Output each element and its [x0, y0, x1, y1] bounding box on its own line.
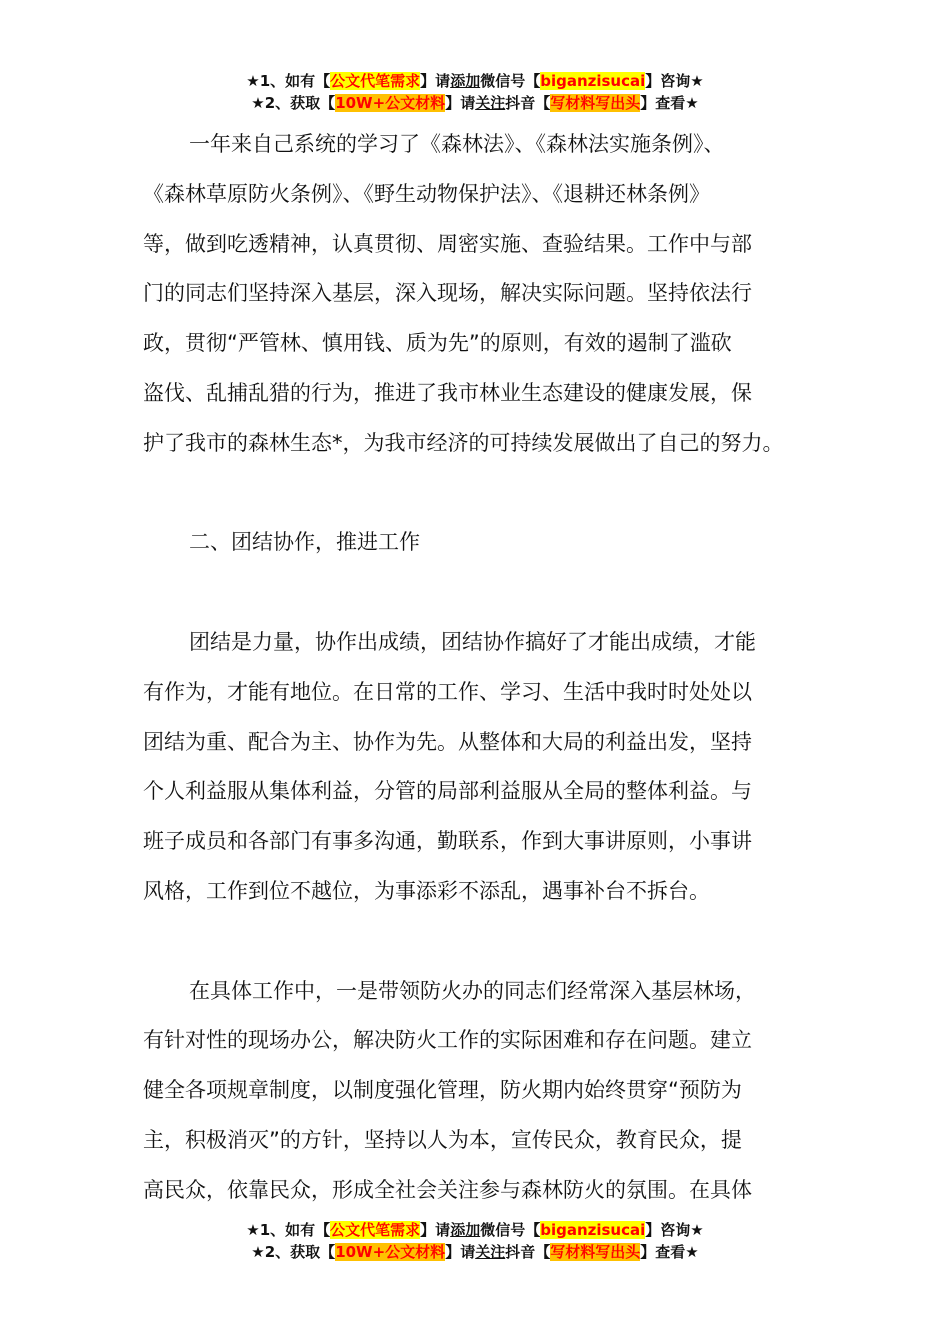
promo-banner-bottom	[0, 1219, 950, 1263]
promo-line-1	[0, 1219, 950, 1241]
promo-text: 】请	[420, 1221, 451, 1239]
text-line: 等，做到吃透精神，认真贯彻、周密实施、查验结果。工作中与部	[143, 231, 752, 256]
promo-text: 微信号【	[480, 1221, 541, 1239]
promo-text: 】咨询★	[645, 1221, 704, 1239]
promo-text: ★1、如有【	[246, 1221, 331, 1239]
promo-text: 抖音【	[505, 1243, 551, 1261]
section-heading: 二、团结协作，推进工作	[189, 530, 420, 555]
text-line: 团结为重、配合为主、协作为先。从整体和大局的利益出发，坚持	[143, 729, 752, 754]
text-line: 风格，工作到位不越位，为事添彩不添乱，遇事补台不拆台。	[143, 878, 710, 903]
text-line: 主，积极消灭”的方针，坚持以人为本，宣传民众，教育民众，提	[143, 1127, 742, 1152]
text-line: 一年来自己系统的学习了《森林法》、《森林法实施条例》、	[189, 132, 725, 156]
promo-highlight-douyin-id: 写材料写出头	[550, 94, 641, 112]
promo-text: 】咨询★	[645, 72, 704, 90]
promo-text: 】查看★	[640, 94, 699, 112]
promo-underline-text: 添加	[450, 1221, 481, 1239]
text-line: 高民众，依靠民众，形成全社会关注参与森林防火的氛围。在具体	[143, 1177, 752, 1202]
text-line: 《森林草原防火条例》、《野生动物保护法》、《退耕还林条例》	[143, 181, 710, 206]
text-line: 有作为，才能有地位。在日常的工作、学习、生活中我时时处处以	[143, 679, 752, 704]
text-line: 门的同志们坚持深入基层，深入现场，解决实际问题。坚持依法行	[143, 281, 752, 306]
text-line: 班子成员和各部门有事多沟通，勤联系，作到大事讲原则，小事讲	[143, 829, 752, 854]
promo-highlight-materials: 10W+公文材料	[335, 1243, 446, 1261]
paragraph-unity	[143, 618, 813, 917]
promo-highlight-materials: 10W+公文材料	[335, 94, 446, 112]
text-line: 在具体工作中，一是带领防火办的同志们经常深入基层林场，	[189, 978, 756, 1003]
promo-text: ★2、获取【	[251, 1243, 336, 1261]
paragraph-fire-prevention	[143, 967, 813, 1216]
text-line: 盗伐、乱捕乱猎的行为，推进了我市林业生态建设的健康发展，保	[143, 380, 752, 405]
promo-highlight-wechat-id: biganzisucai	[540, 1221, 646, 1239]
promo-text: ★2、获取【	[251, 94, 336, 112]
promo-underline-text: 关注	[475, 1243, 506, 1261]
promo-text: 抖音【	[505, 94, 551, 112]
promo-line-2	[0, 92, 950, 114]
text-line: 有针对性的现场办公，解决防火工作的实际困难和存在问题。建立	[143, 1028, 752, 1053]
promo-line-1	[0, 70, 950, 92]
promo-line-2	[0, 1241, 950, 1263]
promo-underline-text: 添加	[450, 72, 481, 90]
promo-highlight-service: 公文代笔需求	[330, 72, 421, 90]
promo-highlight-douyin-id: 写材料写出头	[550, 1243, 641, 1261]
text-line: 政，贯彻“严管林、慎用钱、质为先”的原则，有效的遏制了滥砍	[143, 331, 732, 356]
text-line: 健全各项规章制度，以制度强化管理，防火期内始终贯穿“预防为	[143, 1078, 742, 1103]
promo-highlight-service: 公文代笔需求	[330, 1221, 421, 1239]
promo-banner-top	[0, 70, 950, 114]
text-line: 团结是力量，协作出成绩，团结协作搞好了才能出成绩，才能	[189, 629, 756, 654]
promo-text: 】请	[420, 72, 451, 90]
promo-text: 】查看★	[640, 1243, 699, 1261]
promo-text: 】请	[445, 94, 476, 112]
promo-text: ★1、如有【	[246, 72, 331, 90]
promo-highlight-wechat-id: biganzisucai	[540, 72, 646, 90]
promo-text: 微信号【	[480, 72, 541, 90]
text-line: 护了我市的森林生态*，为我市经济的可持续发展做出了自己的努力。	[143, 430, 784, 455]
promo-text: 】请	[445, 1243, 476, 1261]
document-body	[143, 120, 813, 1216]
promo-underline-text: 关注	[475, 94, 506, 112]
text-line: 个人利益服从集体利益，分管的局部利益服从全局的整体利益。与	[143, 779, 752, 804]
paragraph-study	[143, 120, 813, 469]
